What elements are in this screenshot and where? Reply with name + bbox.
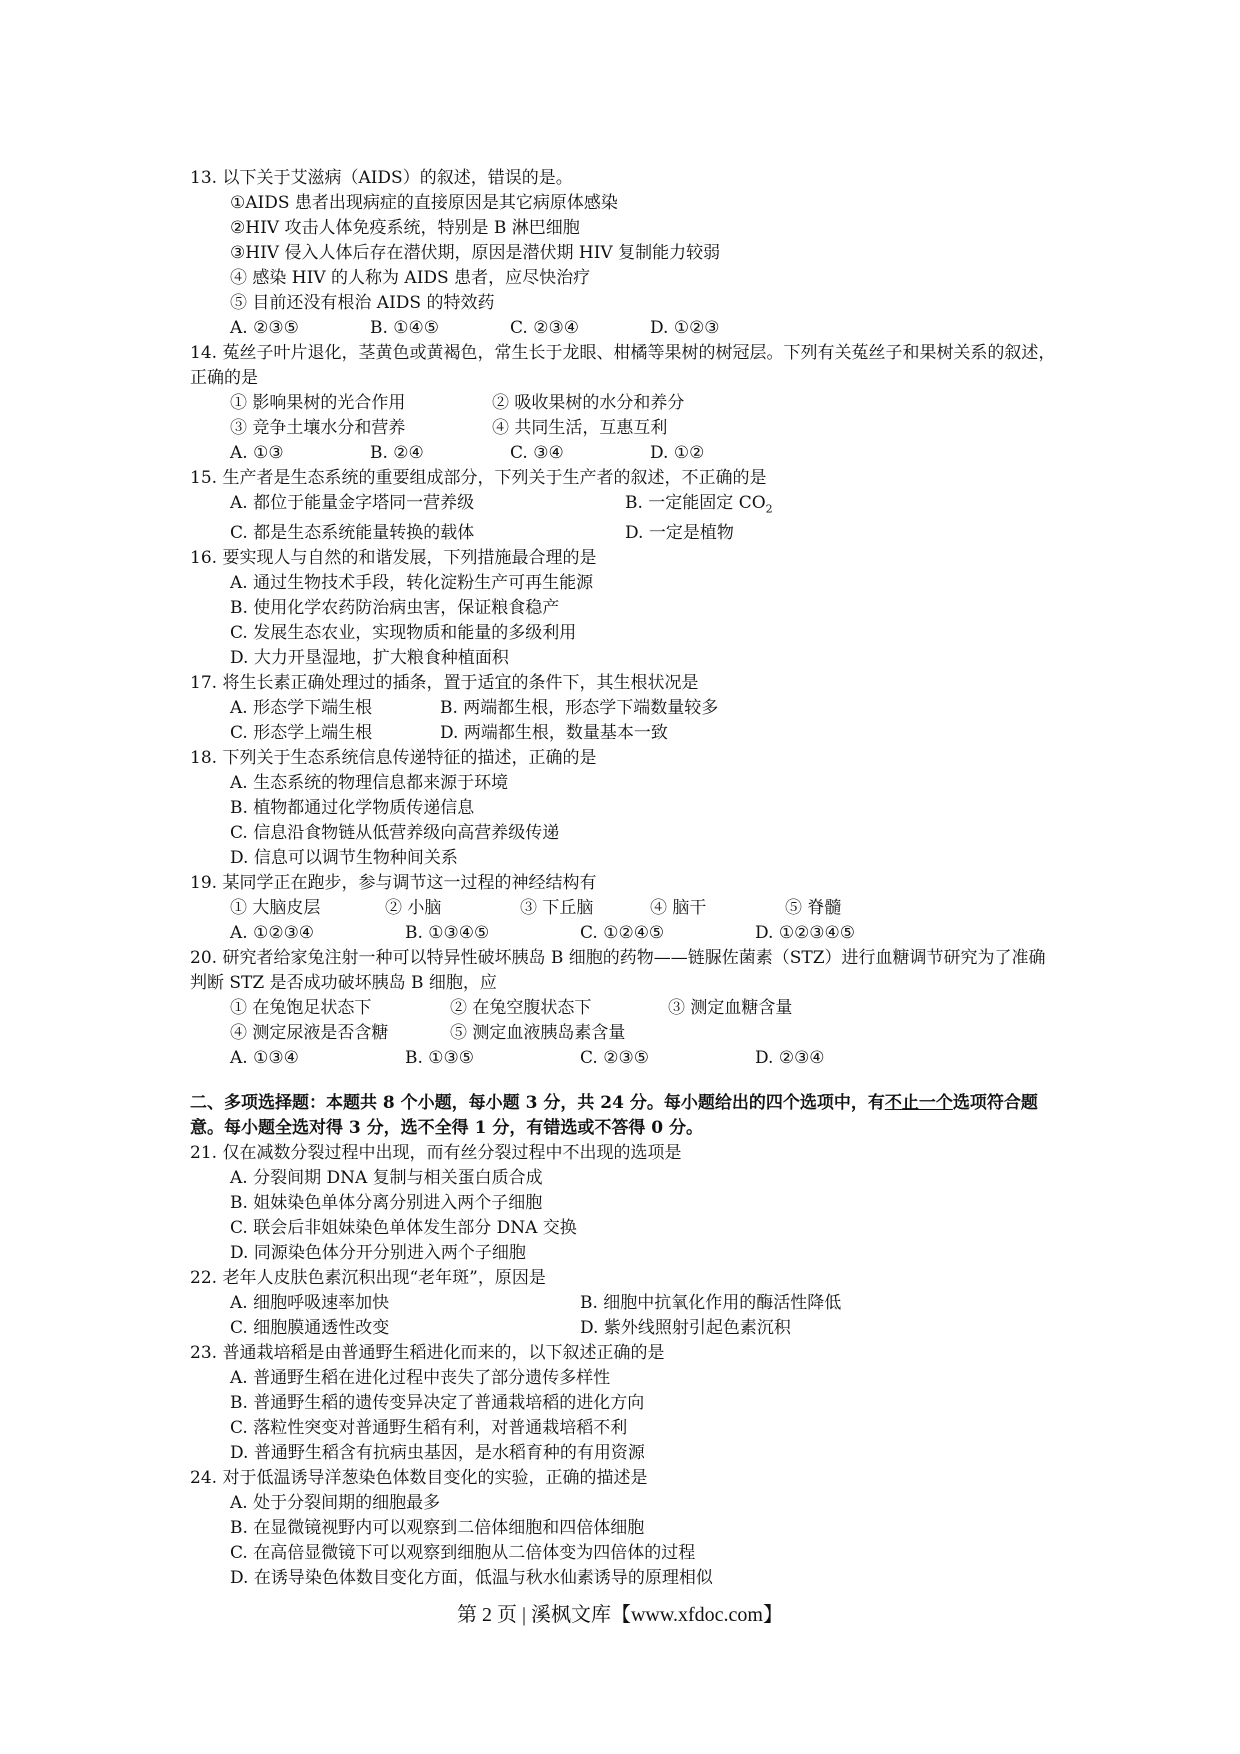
question-17 xyxy=(190,671,1060,746)
statement-row xyxy=(190,1021,1060,1046)
question-stem: 13. 以下关于艾滋病（AIDS）的叙述，错误的是。 xyxy=(190,168,573,188)
option-c: C. 联会后非姐妹染色单体发生部分 DNA 交换 xyxy=(230,1218,577,1239)
option-a: A. 处于分裂间期的细胞最多 xyxy=(230,1493,441,1514)
question-19 xyxy=(190,871,1060,946)
option-c: C. 形态学上端生根 xyxy=(230,723,373,744)
option-c: C. ①②④⑤ xyxy=(580,923,665,944)
option-b: B. 两端都生根，形态学下端数量较多 xyxy=(440,698,719,719)
statement-item: ②HIV 攻击人体免疫系统，特别是 B 淋巴细胞 xyxy=(230,218,580,238)
question-stem: 15. 生产者是生态系统的重要组成部分，下列关于生产者的叙述，不正确的是 xyxy=(190,468,767,488)
option-b: B. 植物都通过化学物质传递信息 xyxy=(230,798,475,819)
section-heading-text: 二、多项选择题：本题共 8 个小题，每小题 3 分，共 24 分。每小题给出的四个选项中，有 xyxy=(190,1093,885,1114)
question-stem: 14. 菟丝子叶片退化，茎黄色或黄褐色，常生长于龙眼、柑橘等果树的树冠层。下列有关菟丝子和果树关系的叙述，正确的是 xyxy=(190,343,1056,388)
option-a: A. 生态系统的物理信息都来源于环境 xyxy=(230,773,509,794)
option-b: B. ①④⑤ xyxy=(370,318,440,338)
option-a: A. 通过生物技术手段，转化淀粉生产可再生能源 xyxy=(230,573,594,594)
option-a: A. 普通野生稻在进化过程中丧失了部分遗传多样性 xyxy=(230,1368,611,1389)
section-heading-underlined: 不止一个 xyxy=(884,1093,953,1114)
question-14 xyxy=(190,341,1060,466)
statement-item: ④ 测定尿液是否含糖 xyxy=(230,1023,389,1044)
statement-item: ② 在兔空腹状态下 xyxy=(450,998,592,1019)
option-d: D. 两端都生根，数量基本一致 xyxy=(440,723,668,744)
statement-row xyxy=(190,996,1060,1021)
option-b xyxy=(625,491,773,521)
statement-item: ① 影响果树的光合作用 xyxy=(230,393,406,413)
option-b: B. 普通野生稻的遗传变异决定了普通栽培稻的进化方向 xyxy=(230,1393,645,1414)
page-footer: 第 2 页 | 溪枫文库【www.xfdoc.com】 xyxy=(456,1604,783,1626)
option-row xyxy=(190,921,1060,946)
option-c: C. ②③⑤ xyxy=(580,1048,649,1069)
statement-item: ⑤ 脊髓 xyxy=(785,898,842,919)
question-22 xyxy=(190,1266,1060,1341)
question-16 xyxy=(190,546,1060,671)
option-b: B. 使用化学农药防治病虫害，保证粮食稳产 xyxy=(230,598,560,619)
option-a: A. 形态学下端生根 xyxy=(230,698,373,719)
statement-item: ⑤ 测定血液胰岛素含量 xyxy=(450,1023,626,1044)
option-b: B. ①③④⑤ xyxy=(405,923,490,944)
option-c: C. ②③④ xyxy=(510,318,579,338)
option-a: A. ①③ xyxy=(230,443,284,463)
statement-item: ③ 测定血糖含量 xyxy=(668,998,793,1019)
statement-item: ① 大脑皮层 xyxy=(230,898,321,919)
statement-item: ④ 脑干 xyxy=(650,898,707,919)
option-row xyxy=(190,696,1060,721)
option-d: D. ①② xyxy=(650,443,705,463)
question-23 xyxy=(190,1341,1060,1466)
statement-row xyxy=(190,391,1060,416)
statement-item: ①AIDS 患者出现病症的直接原因是其它病原体感染 xyxy=(230,193,618,213)
question-stem: 17. 将生长素正确处理过的插条，置于适宜的条件下，其生根状况是 xyxy=(190,673,699,694)
option-c: C. 在高倍显微镜下可以观察到细胞从二倍体变为四倍体的过程 xyxy=(230,1543,696,1564)
option-d: D. 信息可以调节生物种间关系 xyxy=(230,848,458,869)
option-row xyxy=(190,1291,1060,1316)
option-d: D. 紫外线照射引起色素沉积 xyxy=(580,1318,791,1339)
question-stem: 19. 某同学正在跑步，参与调节这一过程的神经结构有 xyxy=(190,873,597,894)
section-heading xyxy=(190,1091,1060,1141)
question-24 xyxy=(190,1466,1060,1591)
option-a: A. ①②③④ xyxy=(230,923,315,944)
option-c: C. 落粒性突变对普通野生稻有利，对普通栽培稻不利 xyxy=(230,1418,628,1439)
option-a: A. 细胞呼吸速率加快 xyxy=(230,1293,390,1314)
option-d: D. ①②③ xyxy=(650,318,720,338)
statement-item: ④ 感染 HIV 的人称为 AIDS 患者，应尽快治疗 xyxy=(230,268,591,288)
option-b: B. 在显微镜视野内可以观察到二倍体细胞和四倍体细胞 xyxy=(230,1518,645,1539)
statement-item: ② 吸收果树的水分和养分 xyxy=(492,393,685,413)
question-stem: 23. 普通栽培稻是由普通野生稻进化而来的，以下叙述正确的是 xyxy=(190,1343,665,1364)
option-d: D. 同源染色体分开分别进入两个子细胞 xyxy=(230,1243,526,1264)
section-heading-text: 选项符合题意。每小题全选对得 3 分，选不全得 1 分，有错选或不答得 0 分。 xyxy=(190,1093,1038,1139)
statement-item: ⑤ 目前还没有根治 AIDS 的特效药 xyxy=(230,293,495,313)
statement-item: ③HIV 侵入人体后存在潜伏期，原因是潜伏期 HIV 复制能力较弱 xyxy=(230,243,721,263)
option-d: D. 大力开垦湿地，扩大粮食种植面积 xyxy=(230,648,509,669)
question-20 xyxy=(190,946,1060,1071)
option-b: B. ②④ xyxy=(370,443,424,463)
option-d: D. 普通野生稻含有抗病虫基因，是水稻育种的有用资源 xyxy=(230,1443,645,1464)
option-c: C. 发展生态农业，实现物质和能量的多级利用 xyxy=(230,623,577,644)
option-b-text: B. 一定能固定 CO xyxy=(625,493,766,513)
option-b: B. 姐妹染色单体分离分别进入两个子细胞 xyxy=(230,1193,543,1214)
exam-content xyxy=(190,166,1060,1591)
option-row xyxy=(190,316,1060,341)
question-stem: 21. 仅在减数分裂过程中出现，而有丝分裂过程中不出现的选项是 xyxy=(190,1143,682,1164)
subscript: 2 xyxy=(765,502,773,516)
option-d: D. ①②③④⑤ xyxy=(755,923,856,944)
statement-item: ② 小脑 xyxy=(385,898,442,919)
option-row xyxy=(190,491,1060,521)
statement-item: ① 在兔饱足状态下 xyxy=(230,998,372,1019)
option-c: C. 信息沿食物链从低营养级向高营养级传递 xyxy=(230,823,560,844)
statement-item: ③ 竞争土壤水分和营养 xyxy=(230,418,406,438)
question-stem: 22. 老年人皮肤色素沉积出现“老年斑”，原因是 xyxy=(190,1268,546,1289)
option-row xyxy=(190,521,1060,546)
option-row xyxy=(190,1046,1060,1071)
question-stem: 16. 要实现人与自然的和谐发展，下列措施最合理的是 xyxy=(190,548,597,569)
option-a: A. ②③⑤ xyxy=(230,318,299,338)
option-c: C. ③④ xyxy=(510,443,564,463)
question-21 xyxy=(190,1141,1060,1266)
option-a: A. 分裂间期 DNA 复制与相关蛋白质合成 xyxy=(230,1168,543,1189)
question-stem: 18. 下列关于生态系统信息传递特征的描述，正确的是 xyxy=(190,748,597,769)
option-d: D. 一定是植物 xyxy=(625,523,734,544)
option-d: D. ②③④ xyxy=(755,1048,825,1069)
option-row xyxy=(190,1316,1060,1341)
statement-row xyxy=(190,896,1060,921)
option-c: C. 细胞膜通透性改变 xyxy=(230,1318,390,1339)
option-b: B. ①③⑤ xyxy=(405,1048,475,1069)
question-stem: 20. 研究者给家兔注射一种可以特异性破坏胰岛 B 细胞的药物——链脲佐菌素（STZ）进行血糖调节研究为了准确判断 STZ 是否成功破坏胰岛 B 细胞，应 xyxy=(190,948,1046,994)
option-c: C. 都是生态系统能量转换的载体 xyxy=(230,523,475,544)
option-a: A. 都位于能量金字塔同一营养级 xyxy=(230,493,475,513)
option-row xyxy=(190,441,1060,466)
question-13 xyxy=(190,166,1060,341)
option-d: D. 在诱导染色体数目变化方面，低温与秋水仙素诱导的原理相似 xyxy=(230,1568,713,1589)
option-b: B. 细胞中抗氧化作用的酶活性降低 xyxy=(580,1293,842,1314)
option-row xyxy=(190,721,1060,746)
statement-item: ④ 共同生活，互惠互利 xyxy=(492,418,668,438)
option-a: A. ①③④ xyxy=(230,1048,299,1069)
question-stem: 24. 对于低温诱导洋葱染色体数目变化的实验，正确的描述是 xyxy=(190,1468,648,1489)
statement-row xyxy=(190,416,1060,441)
question-18 xyxy=(190,746,1060,871)
statement-item: ③ 下丘脑 xyxy=(520,898,594,919)
question-15 xyxy=(190,466,1060,546)
